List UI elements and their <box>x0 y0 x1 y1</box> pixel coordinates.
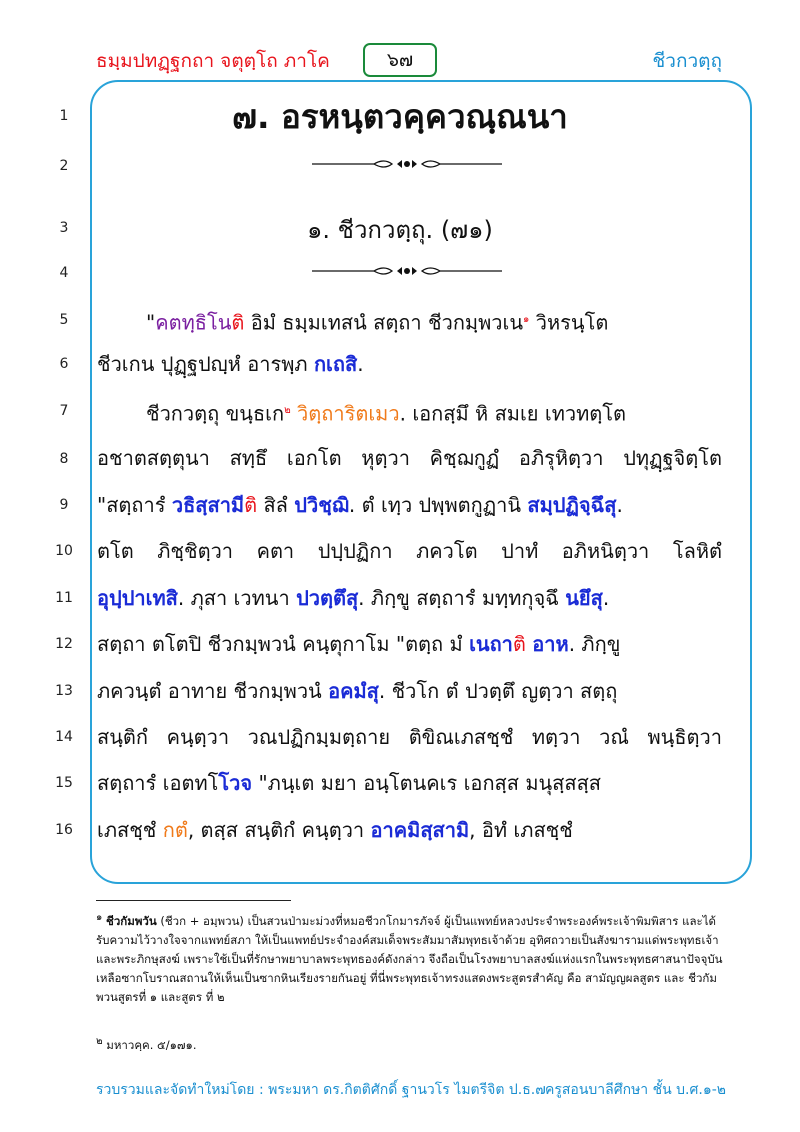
line-number: 10 <box>55 543 73 559</box>
footnote-mark: ๒ <box>96 1036 103 1047</box>
text-line-16: เภสชฺชํ กตํ, ตสฺส สนฺติกํ คนฺตฺวา อาคมิสฺสามิ, อิทํ เภสชฺชํ <box>97 818 573 842</box>
page-footer <box>96 1079 726 1101</box>
footnote-text: มหาวคฺค. ๕/๑๗๑. <box>102 1037 197 1052</box>
line-number: 5 <box>59 312 69 328</box>
line-number: 12 <box>55 636 73 652</box>
text-line-15: สตฺถารํ เอตทโโวจ "ภนฺเต มยา อนฺโตนคเร เอกสฺส มนุสฺสสฺส <box>97 771 602 795</box>
ornament-divider-icon <box>312 157 502 171</box>
text-line-10: ตโต ภิชฺชิตฺวา คตา ปปฺปฏิกา ภควโต ปาทํ อภิหนิตฺวา โลหิตํ <box>97 539 722 563</box>
line-number: 16 <box>55 822 73 838</box>
page-number-badge: ๖๗ <box>363 43 437 77</box>
line-number: 3 <box>59 220 69 236</box>
line-number: 13 <box>55 683 73 699</box>
text-line-8: อชาตสตฺตุนา สทฺธึ เอกโต หุตฺวา คิชฺฌกูฏํ อภิรุหิตฺวา ปทุฏฺฐจิตฺโต <box>97 446 722 470</box>
line-number: 4 <box>59 265 69 281</box>
line-number: 14 <box>55 729 73 745</box>
ornament-divider-icon <box>312 264 502 278</box>
line-number: 8 <box>59 451 69 467</box>
footnote-text: (ชีวก + อมฺพวน) เป็นสวนป่ามะม่วงที่หมอชีวกโกมารภัจจ์ ผู้เป็นแพทย์หลวงประจำพระองค์พระเจ้าพิมพิสาร และได้รับความไว้วางใจจากแพทย์สภา ให้เป็นแพทย์ประจำองค์สมเด็จพระสัมมาสัมพุทธเจ้าด้วย อุทิศถวายเป็นสังฆารามแด่พระพุทธเจ้าและพระภิกษุสงฆ์ เพราะใช้เป็นที่รักษาพยาบาลพระพุทธองค์ดังกล่าว จึงถือเป็นโรงพยาบาลสงฆ์แห่งแรกในพระพุทธศาสนาปัจจุบันเหลือซากโบราณสถานให้เห็นเป็นซากหินเรียงรายกันอยู่ ที่นี่พระพุทธเจ้าทรงแสดงพระสูตรสำคัญ คือ สามัญญผลสูตร และ ชีวกัมพวนสูตรที่ ๑ และสูตร ที่ ๒ <box>96 913 723 1004</box>
text-line-6: ชีวเกน ปุฏฺฐปญฺหํ อารพฺภ กเถสิ. <box>97 352 364 376</box>
line-number: 15 <box>55 775 73 791</box>
text-line-12: สตฺถา ตโตปิ ชีวกมฺพวนํ คนฺตุกาโม "ตตฺถ มํ เนถาติ อาห. ภิกฺขู <box>97 632 621 656</box>
footnote-mark: ๑ <box>96 912 103 923</box>
footer-course: ครูสอนบาลีศึกษา ชั้น บ.ศ.๑-๒ <box>544 1082 726 1098</box>
text-line-7: ชีวกวตฺถุ ขนฺธเก$^๒$ วิตฺถาริตเมว. เอกสฺมึ หิ สมเย เทวทตฺโต <box>146 401 627 426</box>
line-number: 11 <box>55 590 73 606</box>
footnote-ref-1[interactable]: ๑ <box>523 314 530 325</box>
text-line-9: "สตฺถารํ วธิสฺสามีติ สิลํ ปวิชฺฌิ. ตํ เทฺว ปพฺพตกูฏานิ สมฺปฏิจฺฉึสุ. <box>97 493 623 517</box>
header-section-title: ชีวกวตฺถุ <box>652 50 722 72</box>
footnote-term: ชีวกัมพวัน <box>106 913 157 928</box>
line-number: 6 <box>59 356 69 372</box>
footnote-ref-2[interactable]: ๒ <box>284 405 291 416</box>
footnote-1 <box>96 908 726 1007</box>
line-number: 7 <box>59 403 69 419</box>
text-line-13: ภควนฺตํ อาทาย ชีวกมฺพวนํ อคมํสุ. ชีวโก ตํ ปวตฺตึ ญตฺวา สตฺถุ <box>97 679 618 703</box>
story-title: ๑. ชีวกวตฺถุ. (๗๑) <box>307 216 493 244</box>
line-number: 2 <box>59 158 69 174</box>
line-number: 9 <box>59 497 69 513</box>
line-number: 1 <box>59 108 69 124</box>
chapter-title: ๗. อรหนฺตวคฺควณฺณนา <box>232 97 568 136</box>
text-line-14: สนฺติกํ คนฺตฺวา วณปฏิกมฺมตฺถาย ติขิณเภสชฺชํ ทตฺวา วณํ พนฺธิตฺวา <box>97 725 722 749</box>
footnote-2 <box>96 1032 726 1055</box>
text-line-5: "คตทฺธิโนติ อิมํ ธมฺมเทสนํ สตฺถา ชีวกมฺพวเน$^๑$ วิหรนฺโต <box>146 310 609 335</box>
text-line-11: อุปฺปาเทสิ. ภุสา เวทนา ปวตฺตึสุ. ภิกฺขู สตฺถารํ มทฺทกุจฺฉึ นยึสุ. <box>97 586 610 610</box>
footer-author: รวบรวมและจัดทำใหม่โดย : พระมหา ดร.กิตติศักดิ์ ฐานวโร ไมตรีจิต ป.ธ.๗ <box>96 1082 546 1098</box>
footnote-divider <box>96 900 291 901</box>
header-book-title: ธมฺมปทฏฺฐกถา จตุตฺโถ ภาโค <box>96 50 330 72</box>
